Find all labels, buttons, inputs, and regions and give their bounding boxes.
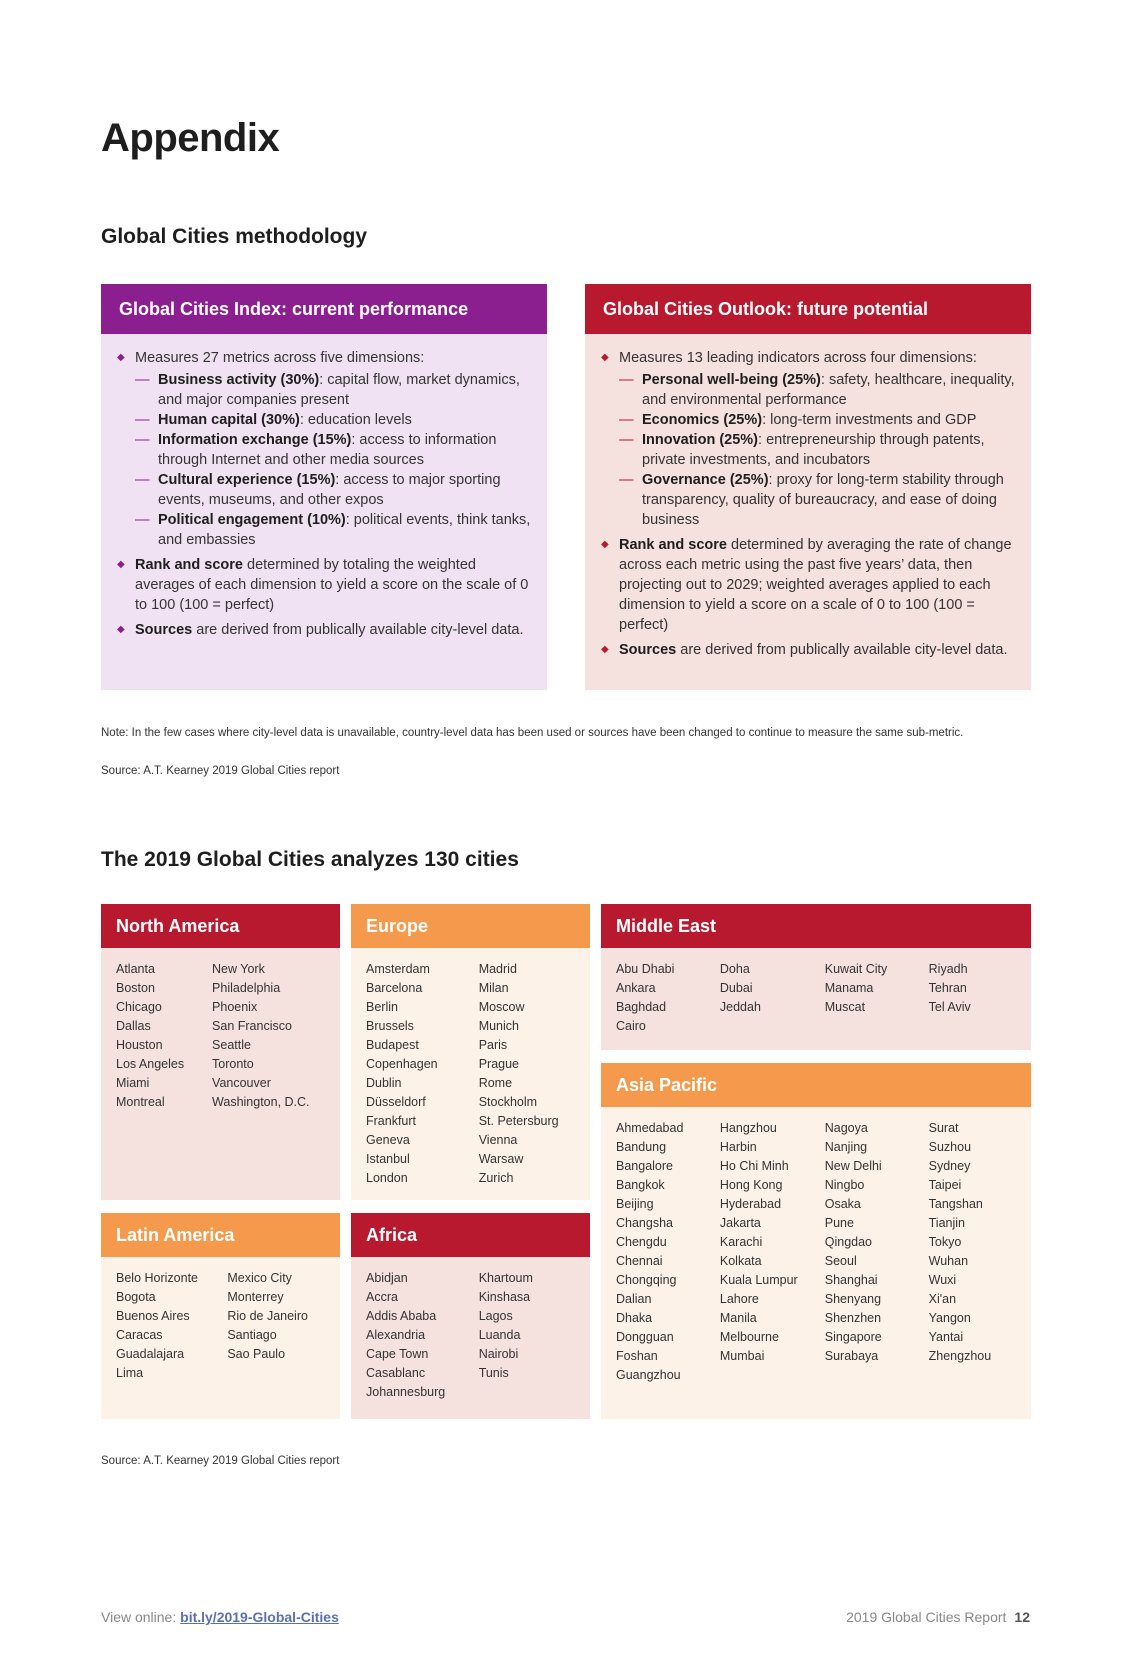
gco-sources-item bbox=[601, 640, 1015, 660]
city-name: Harbin bbox=[719, 1140, 757, 1154]
methodology-note: Note: In the few cases where city-level data is unavailable, country-level data has been used or sources have been changed to continue to measure the same sub-metric. bbox=[101, 727, 964, 739]
dimension-item bbox=[135, 430, 531, 470]
city-column bbox=[366, 960, 479, 1188]
city-name: Geneva bbox=[366, 1133, 410, 1147]
dimension-name: Economics (25%) bbox=[642, 412, 763, 428]
city-name: Tangshan bbox=[928, 1197, 983, 1211]
city-name: Osaka bbox=[824, 1197, 861, 1211]
city-name: Boston bbox=[116, 981, 155, 995]
region-north-america bbox=[101, 904, 340, 1200]
city-column bbox=[825, 960, 929, 1036]
gci-sources-item bbox=[117, 620, 531, 640]
city-name: Luanda bbox=[478, 1328, 521, 1342]
dimension-description: : education levels bbox=[299, 412, 412, 428]
city-name: Milan bbox=[478, 981, 509, 995]
city-name: Barcelona bbox=[366, 981, 423, 995]
dash-bullet-icon: — bbox=[135, 512, 150, 528]
dash-bullet-icon: — bbox=[135, 472, 150, 488]
region-title: Europe bbox=[351, 904, 590, 948]
city-name: Dalian bbox=[616, 1292, 652, 1306]
city-column bbox=[616, 1119, 720, 1385]
city-name: Phoenix bbox=[212, 1000, 258, 1014]
dimension-item bbox=[619, 470, 1015, 530]
city-name: Warsaw bbox=[478, 1152, 524, 1166]
diamond-bullet-icon: ◆ bbox=[117, 624, 125, 635]
region-middle-east bbox=[601, 904, 1031, 1050]
gco-rank-text: determined by averaging the rate of change across each metric using the past five years’ data, then projecting out to 2029; weighted averages applied to each dimension to yield a score on a scale of 0 to 100 (100 = perfect) bbox=[619, 537, 1012, 633]
gco-sources-label: Sources bbox=[619, 642, 677, 658]
city-name: San Francisco bbox=[212, 1019, 292, 1033]
dimension-name: Business activity (30%) bbox=[158, 372, 320, 388]
city-name: Rome bbox=[478, 1076, 513, 1090]
city-name: Belo Horizonte bbox=[116, 1271, 198, 1285]
city-name: Lagos bbox=[478, 1309, 513, 1323]
city-column bbox=[212, 960, 325, 1112]
city-name: Jeddah bbox=[719, 1000, 761, 1014]
city-name: Washington, D.C. bbox=[212, 1095, 310, 1109]
city-name: Tel Aviv bbox=[928, 1000, 971, 1014]
city-name: Hong Kong bbox=[719, 1178, 783, 1192]
page-number: 12 bbox=[1014, 1609, 1030, 1625]
city-name: Rio de Janeiro bbox=[227, 1309, 308, 1323]
gco-dimensions bbox=[619, 370, 1015, 530]
city-column bbox=[479, 1269, 575, 1402]
city-name: Cairo bbox=[616, 1019, 646, 1033]
city-name: Moscow bbox=[478, 1000, 525, 1014]
city-column bbox=[616, 960, 720, 1036]
footer-report bbox=[846, 1609, 1030, 1625]
city-name: Jakarta bbox=[719, 1216, 761, 1230]
city-name: Düsseldorf bbox=[366, 1095, 426, 1109]
city-name: Frankfurt bbox=[366, 1114, 417, 1128]
city-name: Chengdu bbox=[616, 1235, 667, 1249]
gco-box bbox=[585, 284, 1031, 690]
dash-bullet-icon: — bbox=[619, 412, 634, 428]
region-title: Latin America bbox=[101, 1213, 340, 1257]
city-name: Karachi bbox=[719, 1235, 763, 1249]
city-name: Melbourne bbox=[719, 1330, 779, 1344]
city-column bbox=[116, 960, 212, 1112]
city-name: Los Angeles bbox=[116, 1057, 185, 1071]
city-name: Bangkok bbox=[616, 1178, 665, 1192]
city-name: Yangon bbox=[928, 1311, 971, 1325]
cities-title: The 2019 Global Cities analyzes 130 cities bbox=[101, 848, 519, 871]
dash-bullet-icon: — bbox=[619, 432, 634, 448]
city-name: Nairobi bbox=[478, 1347, 519, 1361]
region-title: Middle East bbox=[601, 904, 1031, 948]
city-column bbox=[929, 1119, 1016, 1385]
dimension-name: Governance (25%) bbox=[642, 472, 769, 488]
city-name: Dubai bbox=[719, 981, 753, 995]
city-name: New Delhi bbox=[824, 1159, 882, 1173]
city-name: Madrid bbox=[478, 962, 517, 976]
city-name: Munich bbox=[478, 1019, 519, 1033]
city-name: Doha bbox=[719, 962, 750, 976]
dimension-name: Cultural experience (15%) bbox=[158, 472, 336, 488]
city-name: Amsterdam bbox=[366, 962, 430, 976]
city-name: Shenzhen bbox=[824, 1311, 882, 1325]
gci-rank-text: determined by totaling the weighted averages of each dimension to yield a score on the scale of 0 to 100 (100 = perfect) bbox=[135, 557, 529, 613]
region-europe bbox=[351, 904, 590, 1200]
city-name: Vienna bbox=[478, 1133, 518, 1147]
city-list bbox=[601, 948, 1031, 1036]
region-asia-pacific bbox=[601, 1063, 1031, 1419]
city-name: Wuhan bbox=[928, 1254, 969, 1268]
city-name: Nanjing bbox=[824, 1140, 868, 1154]
dash-bullet-icon: — bbox=[619, 472, 634, 488]
gci-rank-item bbox=[117, 555, 531, 615]
city-name: Tehran bbox=[928, 981, 967, 995]
footer-view-online bbox=[101, 1609, 339, 1625]
city-name: Seoul bbox=[824, 1254, 857, 1268]
city-name: London bbox=[366, 1171, 408, 1185]
city-list bbox=[601, 1107, 1031, 1385]
dimension-description: : capital flow, market dynamics, and major companies present bbox=[158, 372, 520, 408]
city-name: Sydney bbox=[928, 1159, 971, 1173]
city-name: Bangalore bbox=[616, 1159, 673, 1173]
dimension-item bbox=[619, 410, 1015, 430]
city-name: Miami bbox=[116, 1076, 150, 1090]
dimension-description: : safety, healthcare, inequality, and environmental performance bbox=[642, 372, 1015, 408]
city-name: Accra bbox=[366, 1290, 398, 1304]
city-column bbox=[366, 1269, 479, 1402]
city-name: Chennai bbox=[616, 1254, 663, 1268]
city-name: Ankara bbox=[616, 981, 656, 995]
city-name: Kuwait City bbox=[824, 962, 888, 976]
city-name: Kolkata bbox=[719, 1254, 762, 1268]
city-name: Muscat bbox=[824, 1000, 866, 1014]
gci-intro-item bbox=[117, 348, 531, 550]
city-list bbox=[101, 1257, 340, 1383]
city-column bbox=[825, 1119, 929, 1385]
city-name: Changsha bbox=[616, 1216, 673, 1230]
city-name: Chicago bbox=[116, 1000, 162, 1014]
city-name: Stockholm bbox=[478, 1095, 538, 1109]
dimension-name: Political engagement (10%) bbox=[158, 512, 346, 528]
city-name: Paris bbox=[478, 1038, 508, 1052]
city-name: Chongqing bbox=[616, 1273, 677, 1287]
city-name: Zhengzhou bbox=[928, 1349, 992, 1363]
dimension-name: Human capital (30%) bbox=[158, 412, 300, 428]
city-name: Shanghai bbox=[824, 1273, 878, 1287]
city-name: Tunis bbox=[478, 1366, 509, 1380]
city-list bbox=[351, 1257, 590, 1402]
dimension-description: : access to major sporting events, museums, and other expos bbox=[158, 472, 501, 508]
dimension-name: Innovation (25%) bbox=[642, 432, 759, 448]
city-name: Alexandria bbox=[366, 1328, 426, 1342]
region-title: Africa bbox=[351, 1213, 590, 1257]
dash-bullet-icon: — bbox=[135, 412, 150, 428]
city-name: Montreal bbox=[116, 1095, 165, 1109]
dimension-item bbox=[135, 410, 531, 430]
city-name: Dublin bbox=[366, 1076, 402, 1090]
city-name: Foshan bbox=[616, 1349, 658, 1363]
city-name: Toronto bbox=[212, 1057, 254, 1071]
region-title: North America bbox=[101, 904, 340, 948]
gco-sources-text: are derived from publically available city-level data. bbox=[676, 642, 1008, 658]
city-name: Taipei bbox=[928, 1178, 962, 1192]
region-latin-america bbox=[101, 1213, 340, 1419]
city-name: Copenhagen bbox=[366, 1057, 438, 1071]
city-name: Houston bbox=[116, 1038, 163, 1052]
city-name: New York bbox=[212, 962, 265, 976]
city-column bbox=[479, 960, 575, 1188]
city-name: Cape Town bbox=[366, 1347, 429, 1361]
city-name: Surabaya bbox=[824, 1349, 879, 1363]
city-name: Guangzhou bbox=[616, 1368, 681, 1382]
dimension-name: Personal well-being (25%) bbox=[642, 372, 821, 388]
gci-dimensions bbox=[135, 370, 531, 550]
dimension-description: : long-term investments and GDP bbox=[762, 412, 977, 428]
city-name: Ningbo bbox=[824, 1178, 865, 1192]
city-name: Seattle bbox=[212, 1038, 251, 1052]
gci-sources-label: Sources bbox=[135, 622, 193, 638]
diamond-bullet-icon: ◆ bbox=[601, 644, 609, 655]
methodology-title: Global Cities methodology bbox=[101, 225, 368, 248]
city-name: Baghdad bbox=[616, 1000, 667, 1014]
city-list bbox=[351, 948, 590, 1188]
city-name: Riyadh bbox=[928, 962, 968, 976]
city-name: Kuala Lumpur bbox=[719, 1273, 798, 1287]
city-name: Abidjan bbox=[366, 1271, 408, 1285]
gci-title: Global Cities Index: current performance bbox=[101, 284, 547, 334]
city-name: Nagoya bbox=[824, 1121, 868, 1135]
city-name: Beijing bbox=[616, 1197, 654, 1211]
footer-link[interactable]: bit.ly/2019-Global-Cities bbox=[180, 1609, 339, 1625]
dimension-item bbox=[135, 470, 531, 510]
dimension-item bbox=[619, 370, 1015, 410]
city-name: Philadelphia bbox=[212, 981, 281, 995]
city-name: Casablanc bbox=[366, 1366, 426, 1380]
dash-bullet-icon: — bbox=[619, 372, 634, 388]
city-name: Bandung bbox=[616, 1140, 667, 1154]
city-name: Hangzhou bbox=[719, 1121, 777, 1135]
city-name: Surat bbox=[928, 1121, 959, 1135]
city-name: Atlanta bbox=[116, 962, 155, 976]
city-column bbox=[227, 1269, 325, 1383]
city-name: Buenos Aires bbox=[116, 1309, 190, 1323]
city-name: Hyderabad bbox=[719, 1197, 782, 1211]
dash-bullet-icon: — bbox=[135, 432, 150, 448]
diamond-bullet-icon: ◆ bbox=[601, 352, 609, 363]
city-name: Berlin bbox=[366, 1000, 398, 1014]
gci-box bbox=[101, 284, 547, 690]
gci-intro: Measures 27 metrics across five dimensions: bbox=[135, 350, 425, 366]
methodology-source: Source: A.T. Kearney 2019 Global Cities report bbox=[101, 765, 340, 777]
city-name: Suzhou bbox=[928, 1140, 972, 1154]
gco-rank-label: Rank and score bbox=[619, 537, 727, 553]
dimension-item bbox=[619, 430, 1015, 470]
city-column bbox=[720, 1119, 825, 1385]
city-name: Yantai bbox=[928, 1330, 964, 1344]
city-column bbox=[929, 960, 1016, 1036]
city-name: Tokyo bbox=[928, 1235, 962, 1249]
city-name: Guadalajara bbox=[116, 1347, 185, 1361]
gco-title: Global Cities Outlook: future potential bbox=[585, 284, 1031, 334]
city-name: Abu Dhabi bbox=[616, 962, 675, 976]
city-name: Vancouver bbox=[212, 1076, 271, 1090]
city-name: Addis Ababa bbox=[366, 1309, 437, 1323]
city-name: St. Petersburg bbox=[478, 1114, 559, 1128]
cities-source: Source: A.T. Kearney 2019 Global Cities report bbox=[101, 1455, 340, 1467]
dimension-description: : proxy for long-term stability through transparency, quality of bureaucracy, and ease of doing business bbox=[642, 472, 1004, 528]
city-name: Wuxi bbox=[928, 1273, 957, 1287]
city-name: Kinshasa bbox=[478, 1290, 531, 1304]
footer-view-online-label: View online: bbox=[101, 1609, 181, 1625]
diamond-bullet-icon: ◆ bbox=[117, 352, 125, 363]
dimension-name: Information exchange (15%) bbox=[158, 432, 352, 448]
page-title: Appendix bbox=[101, 116, 280, 160]
region-title: Asia Pacific bbox=[601, 1063, 1031, 1107]
gci-rank-label: Rank and score bbox=[135, 557, 243, 573]
gco-intro-item bbox=[601, 348, 1015, 530]
city-name: Manila bbox=[719, 1311, 757, 1325]
city-name: Caracas bbox=[116, 1328, 163, 1342]
city-name: Zurich bbox=[478, 1171, 514, 1185]
city-name: Bogota bbox=[116, 1290, 156, 1304]
city-name: Ahmedabad bbox=[616, 1121, 684, 1135]
city-name: Istanbul bbox=[366, 1152, 410, 1166]
city-name: Prague bbox=[478, 1057, 519, 1071]
city-name: Mexico City bbox=[227, 1271, 292, 1285]
city-name: Monterrey bbox=[227, 1290, 284, 1304]
city-name: Johannesburg bbox=[366, 1385, 446, 1399]
city-name: Khartoum bbox=[478, 1271, 533, 1285]
dimension-description: : entrepreneurship through patents, private investments, and incubators bbox=[642, 432, 985, 468]
footer-report-title: 2019 Global Cities Report bbox=[846, 1609, 1007, 1625]
dash-bullet-icon: — bbox=[135, 372, 150, 388]
city-name: Ho Chi Minh bbox=[719, 1159, 789, 1173]
city-name: Mumbai bbox=[719, 1349, 765, 1363]
city-list bbox=[101, 948, 340, 1112]
city-name: Tianjin bbox=[928, 1216, 965, 1230]
city-column bbox=[116, 1269, 227, 1383]
city-name: Santiago bbox=[227, 1328, 277, 1342]
city-name: Singapore bbox=[824, 1330, 882, 1344]
diamond-bullet-icon: ◆ bbox=[117, 559, 125, 570]
city-name: Manama bbox=[824, 981, 874, 995]
diamond-bullet-icon: ◆ bbox=[601, 539, 609, 550]
city-name: Brussels bbox=[366, 1019, 414, 1033]
gci-sources-text: are derived from publically available city-level data. bbox=[192, 622, 524, 638]
dimension-item bbox=[135, 510, 531, 550]
gco-intro: Measures 13 leading indicators across four dimensions: bbox=[619, 350, 977, 366]
city-name: Dongguan bbox=[616, 1330, 674, 1344]
city-name: Sao Paulo bbox=[227, 1347, 286, 1361]
city-name: Dallas bbox=[116, 1019, 151, 1033]
city-name: Pune bbox=[824, 1216, 854, 1230]
city-name: Dhaka bbox=[616, 1311, 653, 1325]
dimension-description: : political events, think tanks, and embassies bbox=[158, 512, 531, 548]
city-name: Shenyang bbox=[824, 1292, 882, 1306]
gco-rank-item bbox=[601, 535, 1015, 635]
city-column bbox=[720, 960, 825, 1036]
city-name: Lima bbox=[116, 1366, 144, 1380]
dimension-description: : access to information through Internet and other media sources bbox=[158, 432, 497, 468]
dimension-item bbox=[135, 370, 531, 410]
region-africa bbox=[351, 1213, 590, 1419]
city-name: Qingdao bbox=[824, 1235, 873, 1249]
city-name: Budapest bbox=[366, 1038, 419, 1052]
city-name: Xi'an bbox=[928, 1292, 957, 1306]
city-name: Lahore bbox=[719, 1292, 759, 1306]
